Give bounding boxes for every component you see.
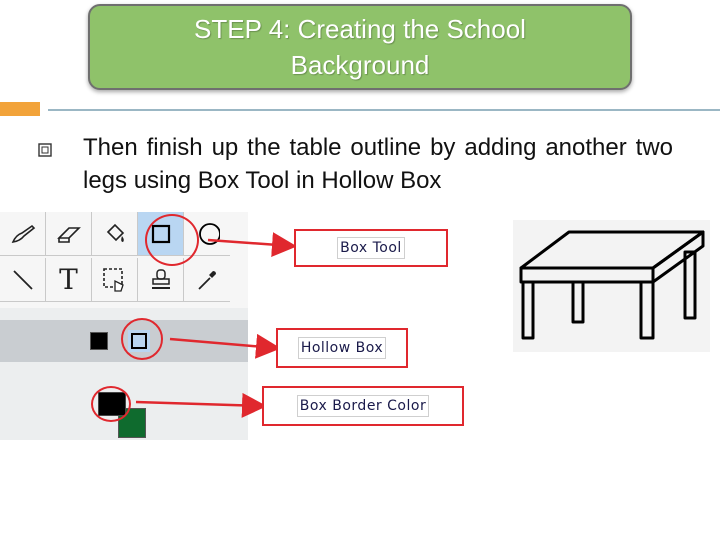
filled-box-option-icon[interactable]	[90, 332, 108, 350]
callout-border-color-label: Box Border Color	[299, 398, 427, 414]
eyedropper-icon[interactable]	[184, 258, 230, 302]
callout-hollow-box-label: Hollow Box	[300, 340, 384, 356]
line-icon[interactable]	[0, 258, 46, 302]
callout-hollow-box	[276, 328, 408, 368]
callout-box-tool	[294, 229, 448, 267]
slide-title: STEP 4: Creating the School Background	[194, 14, 526, 80]
bullet-square-icon	[38, 143, 52, 157]
text-icon[interactable]: T	[46, 258, 92, 302]
border-color-highlight	[91, 386, 131, 422]
table-drawing	[513, 220, 710, 352]
bullet-text: Then finish up the table outline by adding another two legs using Box Tool in Hollow Box	[83, 134, 673, 194]
hollow-box-highlight	[121, 318, 163, 360]
divider-rule	[48, 109, 720, 111]
accent-rule	[0, 102, 40, 116]
eraser-icon[interactable]	[46, 212, 92, 256]
tool-grid	[0, 212, 248, 308]
callout-border-color	[262, 386, 464, 426]
slide-title-box	[88, 4, 632, 90]
brush-icon[interactable]	[0, 212, 46, 256]
box-tool-highlight	[145, 214, 199, 266]
paint-bucket-icon[interactable]	[92, 212, 138, 256]
selection-icon[interactable]	[92, 258, 138, 302]
callout-box-tool-label: Box Tool	[340, 240, 402, 256]
